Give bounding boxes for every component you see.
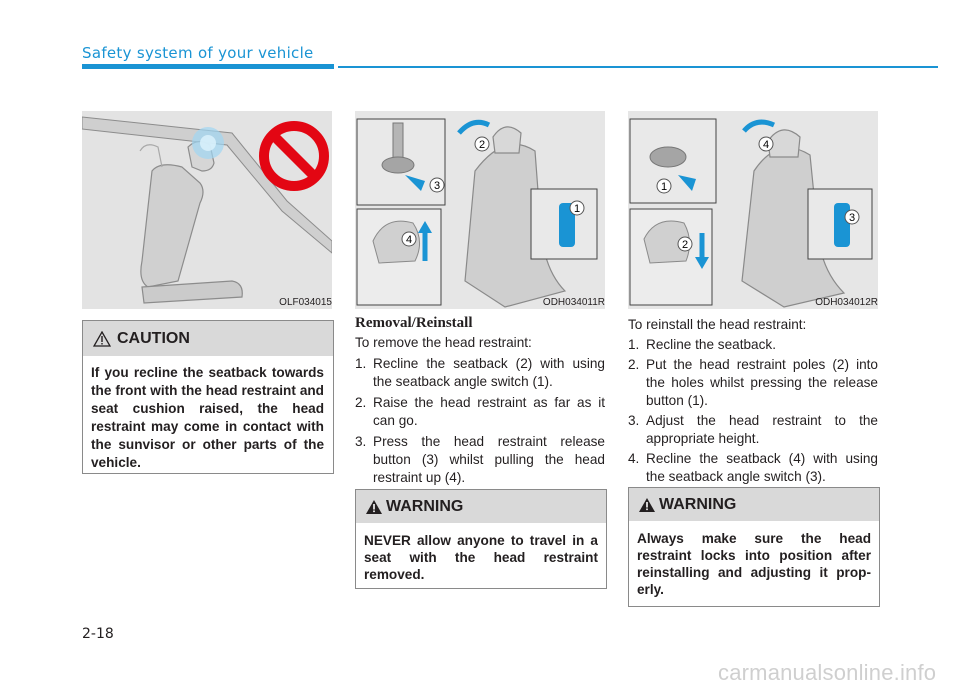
caution-title: CAUTION bbox=[117, 330, 190, 347]
figure-removal bbox=[355, 111, 605, 309]
warning-header bbox=[629, 488, 879, 521]
figure-recline-prohibited bbox=[82, 111, 332, 309]
warning-box-right bbox=[628, 487, 880, 607]
warning-triangle-icon bbox=[639, 498, 655, 517]
figure-reinstall bbox=[628, 111, 878, 309]
callout-2: 2 bbox=[681, 239, 689, 251]
caution-header bbox=[83, 321, 333, 356]
caution-text: If you recline the seatback towards the front with the head restraint and seat cushion raised, the head restraint may come in contact with the sunvisor or other parts of the vehicle. bbox=[91, 365, 324, 470]
caution-triangle-icon bbox=[93, 331, 111, 352]
removal-intro: To remove the head restraint: bbox=[355, 335, 532, 350]
removal-heading: Removal/Reinstall bbox=[355, 315, 473, 331]
callout-1: 1 bbox=[660, 181, 668, 193]
callout-4: 4 bbox=[762, 139, 770, 151]
figure-code-middle: ODH034011R bbox=[542, 297, 605, 308]
reinstall-steps bbox=[628, 336, 878, 486]
warning-header bbox=[356, 490, 606, 523]
warning-text: Always make sure the head restraint locks into position after reinstalling and adjusting it properly. bbox=[637, 531, 871, 597]
callout-3: 3 bbox=[433, 180, 441, 192]
removal-steps bbox=[355, 355, 605, 487]
figure-code-right: ODH034012R bbox=[815, 297, 878, 308]
warning-title: WARNING bbox=[386, 498, 464, 515]
reinstall-step: 2. Put the head restraint poles (2) into the holes whilst pressing the release button (1). bbox=[628, 357, 878, 408]
callout-2: 2 bbox=[478, 139, 486, 151]
removal-step: 3. Press the head restraint release button (3) whilst pulling the head restraint up (4). bbox=[355, 434, 605, 485]
figure-code-left: OLF034015 bbox=[279, 297, 332, 308]
header-rule-thin bbox=[338, 66, 938, 68]
warning-triangle-icon bbox=[366, 500, 382, 519]
removal-step: 1. Recline the seatback (2) with using the seatback angle switch (1). bbox=[355, 356, 605, 389]
caution-box bbox=[82, 320, 334, 474]
reinstall-step: 3. Adjust the head restraint to the appropriate height. bbox=[628, 413, 878, 446]
header-rule-thick bbox=[82, 64, 334, 69]
reinstall-step: 4. Recline the seatback (4) with using the seatback angle switch (3). bbox=[628, 451, 878, 484]
callout-4: 4 bbox=[405, 234, 413, 246]
warning-text: NEVER allow anyone to travel in a seat with the head restraint removed. bbox=[364, 533, 598, 582]
reinstall-step: 1. Recline the seatback. bbox=[628, 337, 776, 352]
warning-title: WARNING bbox=[659, 496, 737, 513]
callout-1: 1 bbox=[573, 203, 581, 215]
reinstall-intro: To reinstall the head restraint: bbox=[628, 317, 807, 332]
page-number: 2-18 bbox=[82, 626, 114, 642]
watermark: carmanualsonline.info bbox=[718, 660, 937, 685]
removal-step: 2. Raise the head restraint as far as it can go. bbox=[355, 395, 605, 428]
callout-3: 3 bbox=[848, 212, 856, 224]
section-title: Safety system of your vehicle bbox=[82, 44, 314, 62]
warning-box-left bbox=[355, 489, 607, 589]
